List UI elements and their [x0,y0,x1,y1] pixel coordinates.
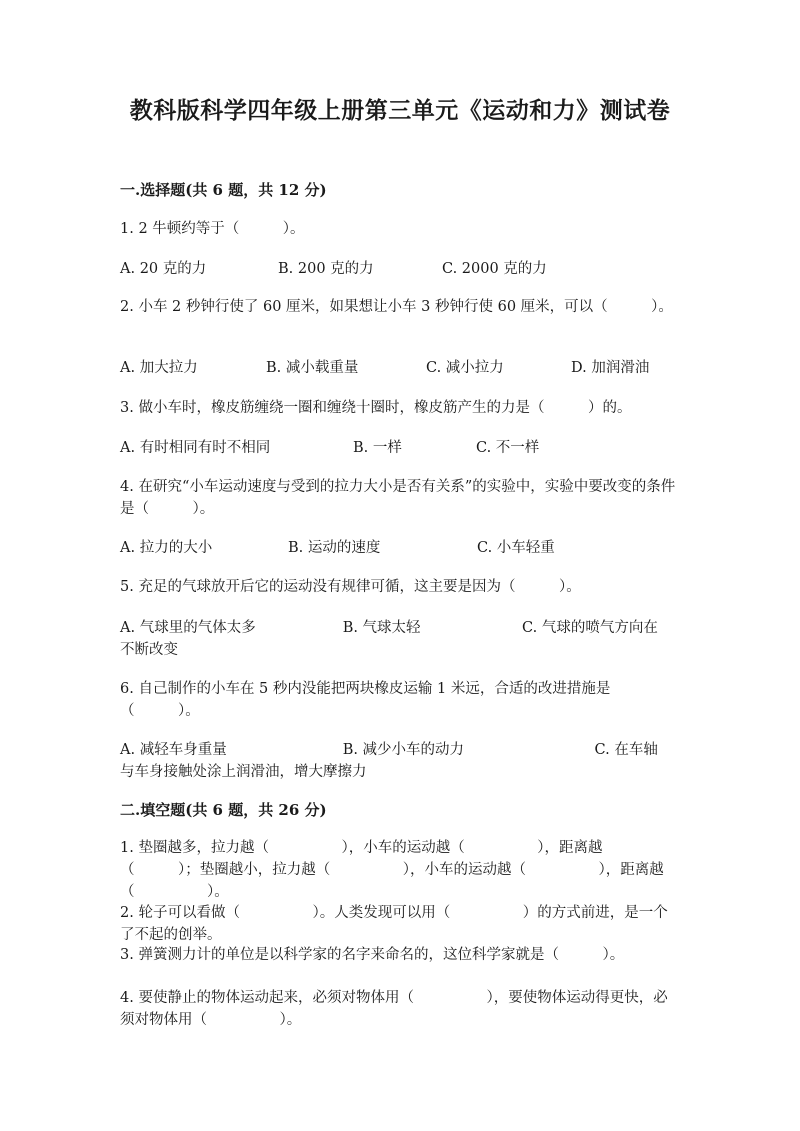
question-text: 5. 充足的气球放开后它的运动没有规律可循，这主要是因为（ ）。 [120,579,581,595]
option-a: A. 有时相同有时不相同 [120,440,271,456]
option-c: C. 2000 克的力 [442,261,547,277]
option-a: A. 20 克的力 [120,261,207,277]
option-row [120,258,685,280]
option-row [120,437,685,459]
option-c: C. 不一样 [476,440,540,456]
fill-question: 2. 轮子可以看做（ ）。人类发现可以用（ ）的方式前进，是一个了不起的创举。 [120,905,668,943]
option-row [120,357,685,379]
option-c: C. 减小拉力 [426,360,504,376]
fill-question: 4. 要使静止的物体运动起来，必须对物体用（ ），要使物体运动得更快，必须对物体用（ ）。 [120,990,668,1028]
question-text: 4. 在研究“小车运动速度与受到的拉力大小是否有关系”的实验中，实验中要改变的条件是（ ）。 [120,479,676,517]
section-heading-choice: 一.选择题(共 6 题，共 12 分) [120,181,327,199]
fill-question: 3. 弹簧测力计的单位是以科学家的名字来命名的，这位科学家就是（ ）。 [120,947,625,963]
option-a: A. 加大拉力 [120,360,198,376]
option-row: A. 减轻车身重量 B. 减少小车的动力 C. 在车轴与车身接触处涂上润滑油，增大摩擦力 [120,742,658,780]
option-b: B. 一样 [353,440,402,456]
fill-question: 1. 垫圈越多，拉力越（ ），小车的运动越（ ），距离越（ ）；垫圈越小，拉力越（ ），小车的运动越（ ），距离越（ ）。 [120,840,664,900]
option-d: D. 加润滑油 [571,360,650,376]
question-text: 2. 小车 2 秒钟行使了 60 厘米，如果想让小车 3 秒钟行使 60 厘米，可以（ ）。 [120,299,673,315]
page-title: 教科版科学四年级上册第三单元《运动和力》测试卷 [129,97,671,124]
option-b: B. 运动的速度 [288,540,381,556]
section-heading-fill: 二.填空题(共 6 题，共 26 分) [120,801,327,819]
option-c: C. 小车轻重 [477,540,555,556]
option-b: B. 减小载重量 [266,360,359,376]
option-a: A. 拉力的大小 [120,540,213,556]
option-row [120,537,685,559]
option-row: A. 气球里的气体太多 B. 气球太轻 C. 气球的喷气方向在不断改变 [120,620,658,658]
option-b: B. 200 克的力 [278,261,374,277]
question-text: 6. 自己制作的小车在 5 秒内没能把两块橡皮运输 1 米远，合适的改进措施是（ ）。 [120,681,611,719]
question-text: 3. 做小车时，橡皮筋缠绕一圈和缠绕十圈时，橡皮筋产生的力是（ ）的。 [120,400,632,416]
question-text: 1. 2 牛顿约等于（ ）。 [120,221,305,237]
